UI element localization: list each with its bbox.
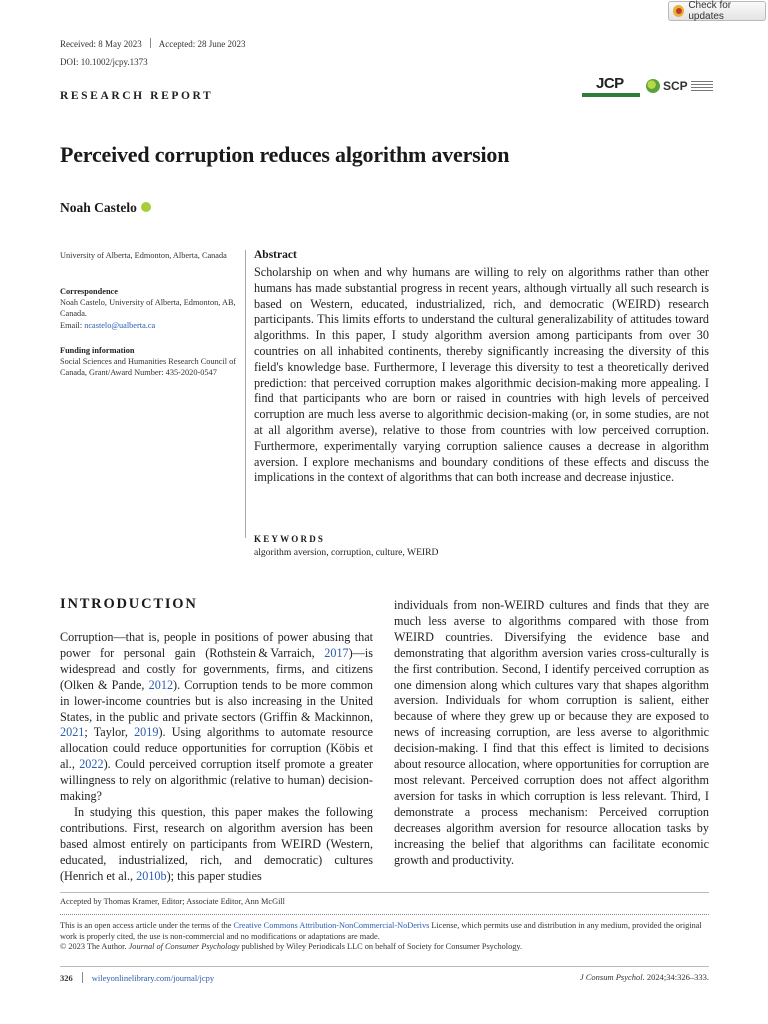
body-column-right bbox=[394, 598, 709, 868]
correspondence bbox=[60, 286, 238, 331]
divider bbox=[82, 972, 83, 983]
text-run: License, which permits use and distribution in any medium, provided the original work is properly cited, the use is non-commercial and no modifications or adaptations are made. bbox=[60, 921, 702, 941]
author-name[interactable]: Noah Castelo bbox=[60, 200, 137, 215]
journal-logo-text: JCP bbox=[596, 75, 624, 92]
text-run: In studying this question, this paper makes the following contributions. First, research on algorithm aversion has been based almost entirely on participants from WEIRD (Western, educated, industrialized, rich, and democratic) cultures (Henrich et al., bbox=[60, 804, 373, 883]
section-heading-introduction: INTRODUCTION bbox=[60, 596, 198, 612]
page-number: 326 bbox=[60, 973, 73, 983]
license-rule bbox=[60, 914, 709, 915]
text-run: ). Using algorithms to automate resource allocation could reduce opportunities for corruption (Köbis et al., bbox=[60, 725, 374, 772]
received-date: Received: 8 May 2023 bbox=[60, 39, 142, 49]
affiliation: University of Alberta, Edmonton, Alberta, Canada bbox=[60, 251, 227, 260]
text-run: ); this paper studies bbox=[166, 868, 262, 883]
citation bbox=[580, 972, 709, 982]
citation-link[interactable]: 2012 bbox=[148, 677, 174, 692]
email-link[interactable]: ncastelo@ualberta.ca bbox=[84, 320, 156, 330]
keywords-heading: KEYWORDS bbox=[254, 534, 326, 544]
text-run: © 2023 The Author. bbox=[60, 942, 129, 951]
check-for-updates-label: Check for updates bbox=[688, 0, 732, 22]
text-run: ). Corruption tends to be more common in lower-income countries but is also increasing in the United States, in the public and private sectors (Griffin & Mackinnon, bbox=[60, 677, 374, 724]
journal-logo-bar bbox=[582, 93, 640, 97]
doi[interactable]: DOI: 10.1002/jcpy.1373 bbox=[60, 57, 148, 67]
correspondence-text: Noah Castelo, University of Alberta, Edmonton, AB, Canada. bbox=[60, 298, 236, 319]
citation-link[interactable]: 2019 bbox=[134, 725, 159, 740]
author bbox=[60, 200, 151, 216]
email-line bbox=[60, 320, 238, 331]
text-run: This is an open access article under the terms of the bbox=[60, 921, 234, 930]
society-logo bbox=[646, 77, 713, 95]
article-title: Perceived corruption reduces algorithm aversion bbox=[60, 142, 510, 167]
text-run: published by Wiley Periodicals LLC on behalf of Society for Consumer Psychology. bbox=[239, 942, 523, 951]
intro-paragraph-1 bbox=[60, 630, 373, 805]
intro-paragraph-2 bbox=[60, 805, 373, 885]
citation-journal: J Consum Psychol. bbox=[579, 972, 645, 982]
text-run: )—is widespread and costly for governments, firms, and citizens (Olken & Pande, bbox=[60, 645, 373, 692]
article-type: RESEARCH REPORT bbox=[60, 90, 214, 102]
license-text bbox=[60, 920, 709, 942]
society-logo-subtext bbox=[691, 81, 713, 91]
footnote-rule bbox=[60, 892, 709, 893]
editor-note: Accepted by Thomas Kramer, Editor; Associate Editor, Ann McGill bbox=[60, 897, 285, 906]
text-run: ; Taylor, bbox=[84, 725, 135, 740]
journal-url-link[interactable]: wileyonlinelibrary.com/journal/jcpy bbox=[91, 973, 215, 983]
accepted-date: Accepted: 28 June 2023 bbox=[158, 39, 246, 49]
citation-link[interactable]: 2021 bbox=[60, 725, 85, 740]
journal-logo bbox=[582, 76, 640, 98]
text-run: ). Could perceived corruption itself promote a greater willingness to rely on algorithmic (relative to human) decision-making? bbox=[60, 757, 373, 804]
text-run: Corruption—that is, people in positions of power abusing that power for personal gain (Rothstein & Varraich, bbox=[60, 630, 373, 660]
abstract-divider bbox=[245, 250, 246, 538]
divider bbox=[150, 38, 151, 48]
footer-rule bbox=[60, 966, 709, 967]
citation-link[interactable]: 2017 bbox=[324, 645, 349, 660]
check-for-updates-button[interactable] bbox=[668, 1, 766, 21]
funding-heading: Funding information bbox=[60, 346, 135, 355]
abstract-text: Scholarship on when and why humans are willing to rely on algorithms rather than other humans has made substantial progress in recent years, although virtually all such research is based on Western, educated, industrialized, rich, and democratic (WEIRD) research participants. This limits efforts to understand the cultural generalizability of attitudes toward algorithms. In this paper, I study algorithm aversion among participants from over 30 countries on all inhabited continents, thereby significantly increasing the diversity of this field's knowledge base. Furthermore, I leverage this diversity to test a theoretically derived prediction: that perceived corruption makes algorithmic decision-making more appealing. I find that participants who are born or raised in countries with high levels of perceived corruption are much less averse to algorithmic decision-making (or, in some studies, are not at all algorithm averse), relative to those from countries with low perceived corruption. Furthermore, experimentally varying corruption salience causes a decrease in algorithm aversion. I explore mechanisms and boundary conditions of these effects and discuss the implications in the context of algorithms that can both increase and decrease injustice. bbox=[254, 265, 709, 485]
keywords-list: algorithm aversion, corruption, culture, WEIRD bbox=[254, 547, 439, 558]
citation-link[interactable]: 2022 bbox=[79, 757, 104, 772]
abstract-heading: Abstract bbox=[254, 249, 297, 261]
citation-details: 2024;34:326–333. bbox=[644, 972, 709, 982]
email-label: Email: bbox=[60, 320, 85, 330]
body-column-left bbox=[60, 630, 373, 885]
crossmark-icon bbox=[673, 5, 684, 17]
orcid-icon[interactable] bbox=[141, 202, 151, 212]
society-logo-text: SCP bbox=[663, 79, 688, 93]
correspondence-heading: Correspondence bbox=[60, 287, 118, 296]
society-logo-icon bbox=[646, 79, 660, 93]
license-link[interactable]: Creative Commons Attribution-NonCommercial-NoDerivs bbox=[233, 921, 430, 930]
article-dates bbox=[60, 38, 245, 49]
journal-name: Journal of Consumer Psychology bbox=[128, 942, 240, 951]
copyright bbox=[60, 942, 522, 951]
intro-paragraph-2-continued: individuals from non-WEIRD cultures and finds that they are much less averse to algorithms compared with those from WEIRD countries. Diversifying the evidence base and demonstrating that algorithm aversion varies cross-culturally is the first contribution. Second, I identify perceived corruption as one dimension along which cultures vary that shapes algorithm aversion. Individuals for whom corruption is salient, either because of where they grew up or because they are exposed to news of increasing corruption, are less averse to algorithmic decision-making. I find that this effect is limited to decisions about resource allocation, where opportunities for corruption are most relevant. Perceived corruption does not affect algorithm aversion for tasks in which corruption is less relevant. Third, I demonstrate a process mechanism: Perceived corruption decreases algorithm aversion for resource allocation tasks by increasing the belief that algorithms can facilitate economic growth and productivity. bbox=[394, 598, 709, 867]
funding-text: Social Sciences and Humanities Research Council of Canada, Grant/Award Number: 435-2020-0547 bbox=[60, 357, 237, 378]
funding bbox=[60, 345, 238, 379]
citation-link[interactable]: 2010b bbox=[136, 868, 167, 883]
page-footer-left bbox=[60, 972, 214, 983]
